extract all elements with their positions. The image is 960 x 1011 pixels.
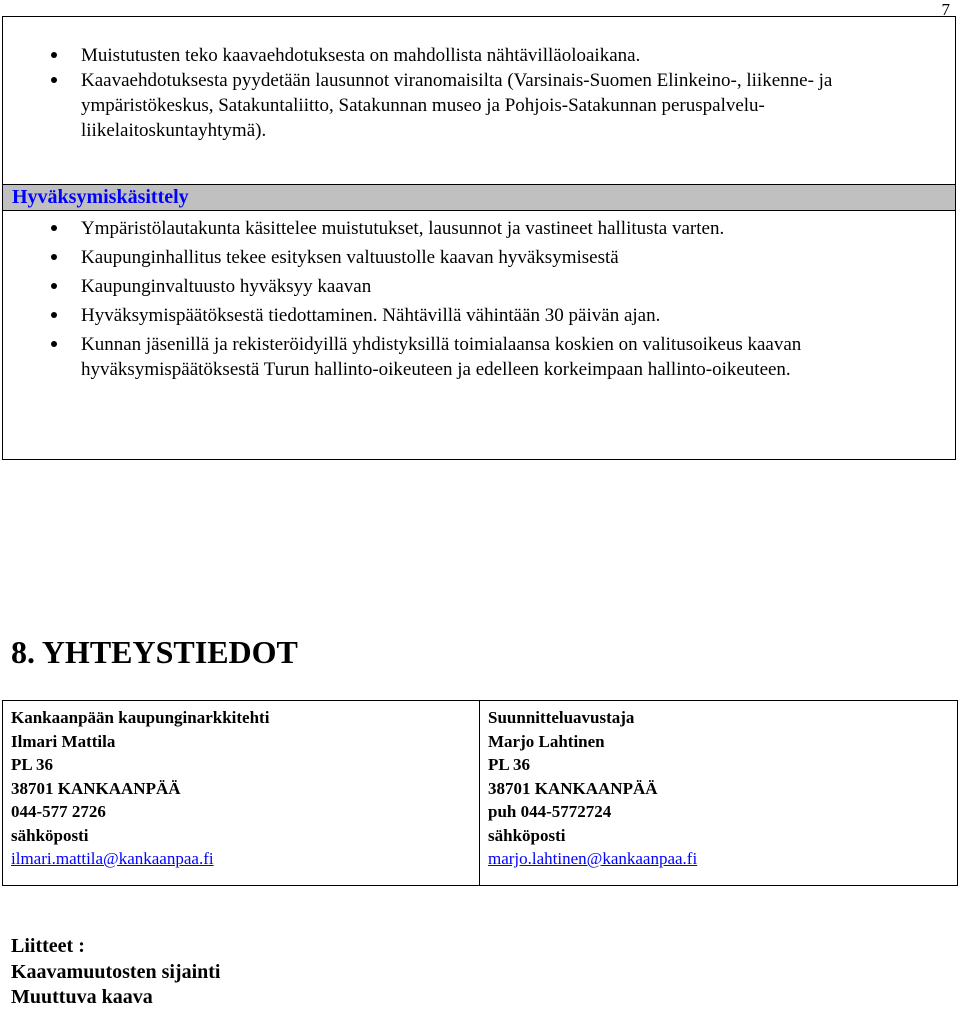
contact-phone: 044-577 2726 bbox=[11, 802, 106, 821]
section-title: Hyväksymiskäsittely bbox=[3, 184, 955, 211]
attachments bbox=[11, 934, 220, 1011]
contact-po-box: PL 36 bbox=[11, 755, 54, 774]
contact-email-label: sähköposti bbox=[488, 825, 566, 845]
list-item: Kaupunginvaltuusto hyväksyy kaavan bbox=[3, 274, 955, 299]
contact-phone: puh 044-5772724 bbox=[488, 802, 612, 821]
list-item: Kaupunginhallitus tekee esityksen valtuustolle kaavan hyväksymisestä bbox=[3, 245, 955, 270]
attachments-label: Liitteet : bbox=[11, 935, 85, 957]
contact-name: Ilmari Mattila bbox=[11, 731, 116, 751]
contact-name: Marjo Lahtinen bbox=[488, 731, 605, 751]
contact-postal: 38701 KANKAANPÄÄ bbox=[488, 778, 658, 798]
notes-list bbox=[3, 43, 955, 143]
contact-postal: 38701 KANKAANPÄÄ bbox=[11, 778, 181, 798]
contact-card bbox=[479, 700, 958, 886]
list-item: Muistutusten teko kaavaehdotuksesta on mahdollista nähtävilläoloaikana. bbox=[3, 43, 955, 68]
contacts-heading: 8. YHTEYSTIEDOT bbox=[11, 634, 298, 670]
contact-card bbox=[2, 700, 480, 886]
email-link[interactable]: marjo.lahtinen@kankaanpaa.fi bbox=[488, 849, 698, 868]
approval-list bbox=[3, 216, 955, 382]
attachment-item: Muuttuva kaava bbox=[11, 986, 153, 1008]
page-number: 7 bbox=[941, 0, 950, 19]
list-item: Kunnan jäsenillä ja rekisteröidyillä yhdistyksillä toimialaansa koskien on valitusoikeus kaavan hyväksymispäätöksestä Turun hallinto-oikeuteen ja edelleen korkeimpaan hallinto-oikeuteen. bbox=[3, 332, 955, 382]
attachment-item: Kaavamuutosten sijainti bbox=[11, 960, 221, 983]
list-item: Hyväksymispäätöksestä tiedottaminen. Nähtävillä vähintään 30 päivän ajan. bbox=[3, 303, 955, 328]
contact-role: Suunnitteluavustaja bbox=[488, 708, 635, 727]
list-item: Ympäristölautakunta käsittelee muistutukset, lausunnot ja vastineet hallitusta varten. bbox=[3, 216, 955, 241]
email-link[interactable]: ilmari.mattila@kankaanpaa.fi bbox=[11, 849, 214, 868]
list-item: Kaavaehdotuksesta pyydetään lausunnot viranomaisilta (Varsinais-Suomen Elinkeino-, liikenne- ja ympäristökeskus, Satakuntaliitto, Satakunnan museo ja Pohjois-Satakunnan peruspalvelu-liikelaitoskuntayhtymä). bbox=[3, 68, 955, 143]
contact-po-box: PL 36 bbox=[488, 755, 531, 774]
contact-role: Kankaanpään kaupunginarkkitehti bbox=[11, 708, 270, 727]
contact-email-label: sähköposti bbox=[11, 825, 89, 845]
process-box bbox=[2, 16, 956, 460]
